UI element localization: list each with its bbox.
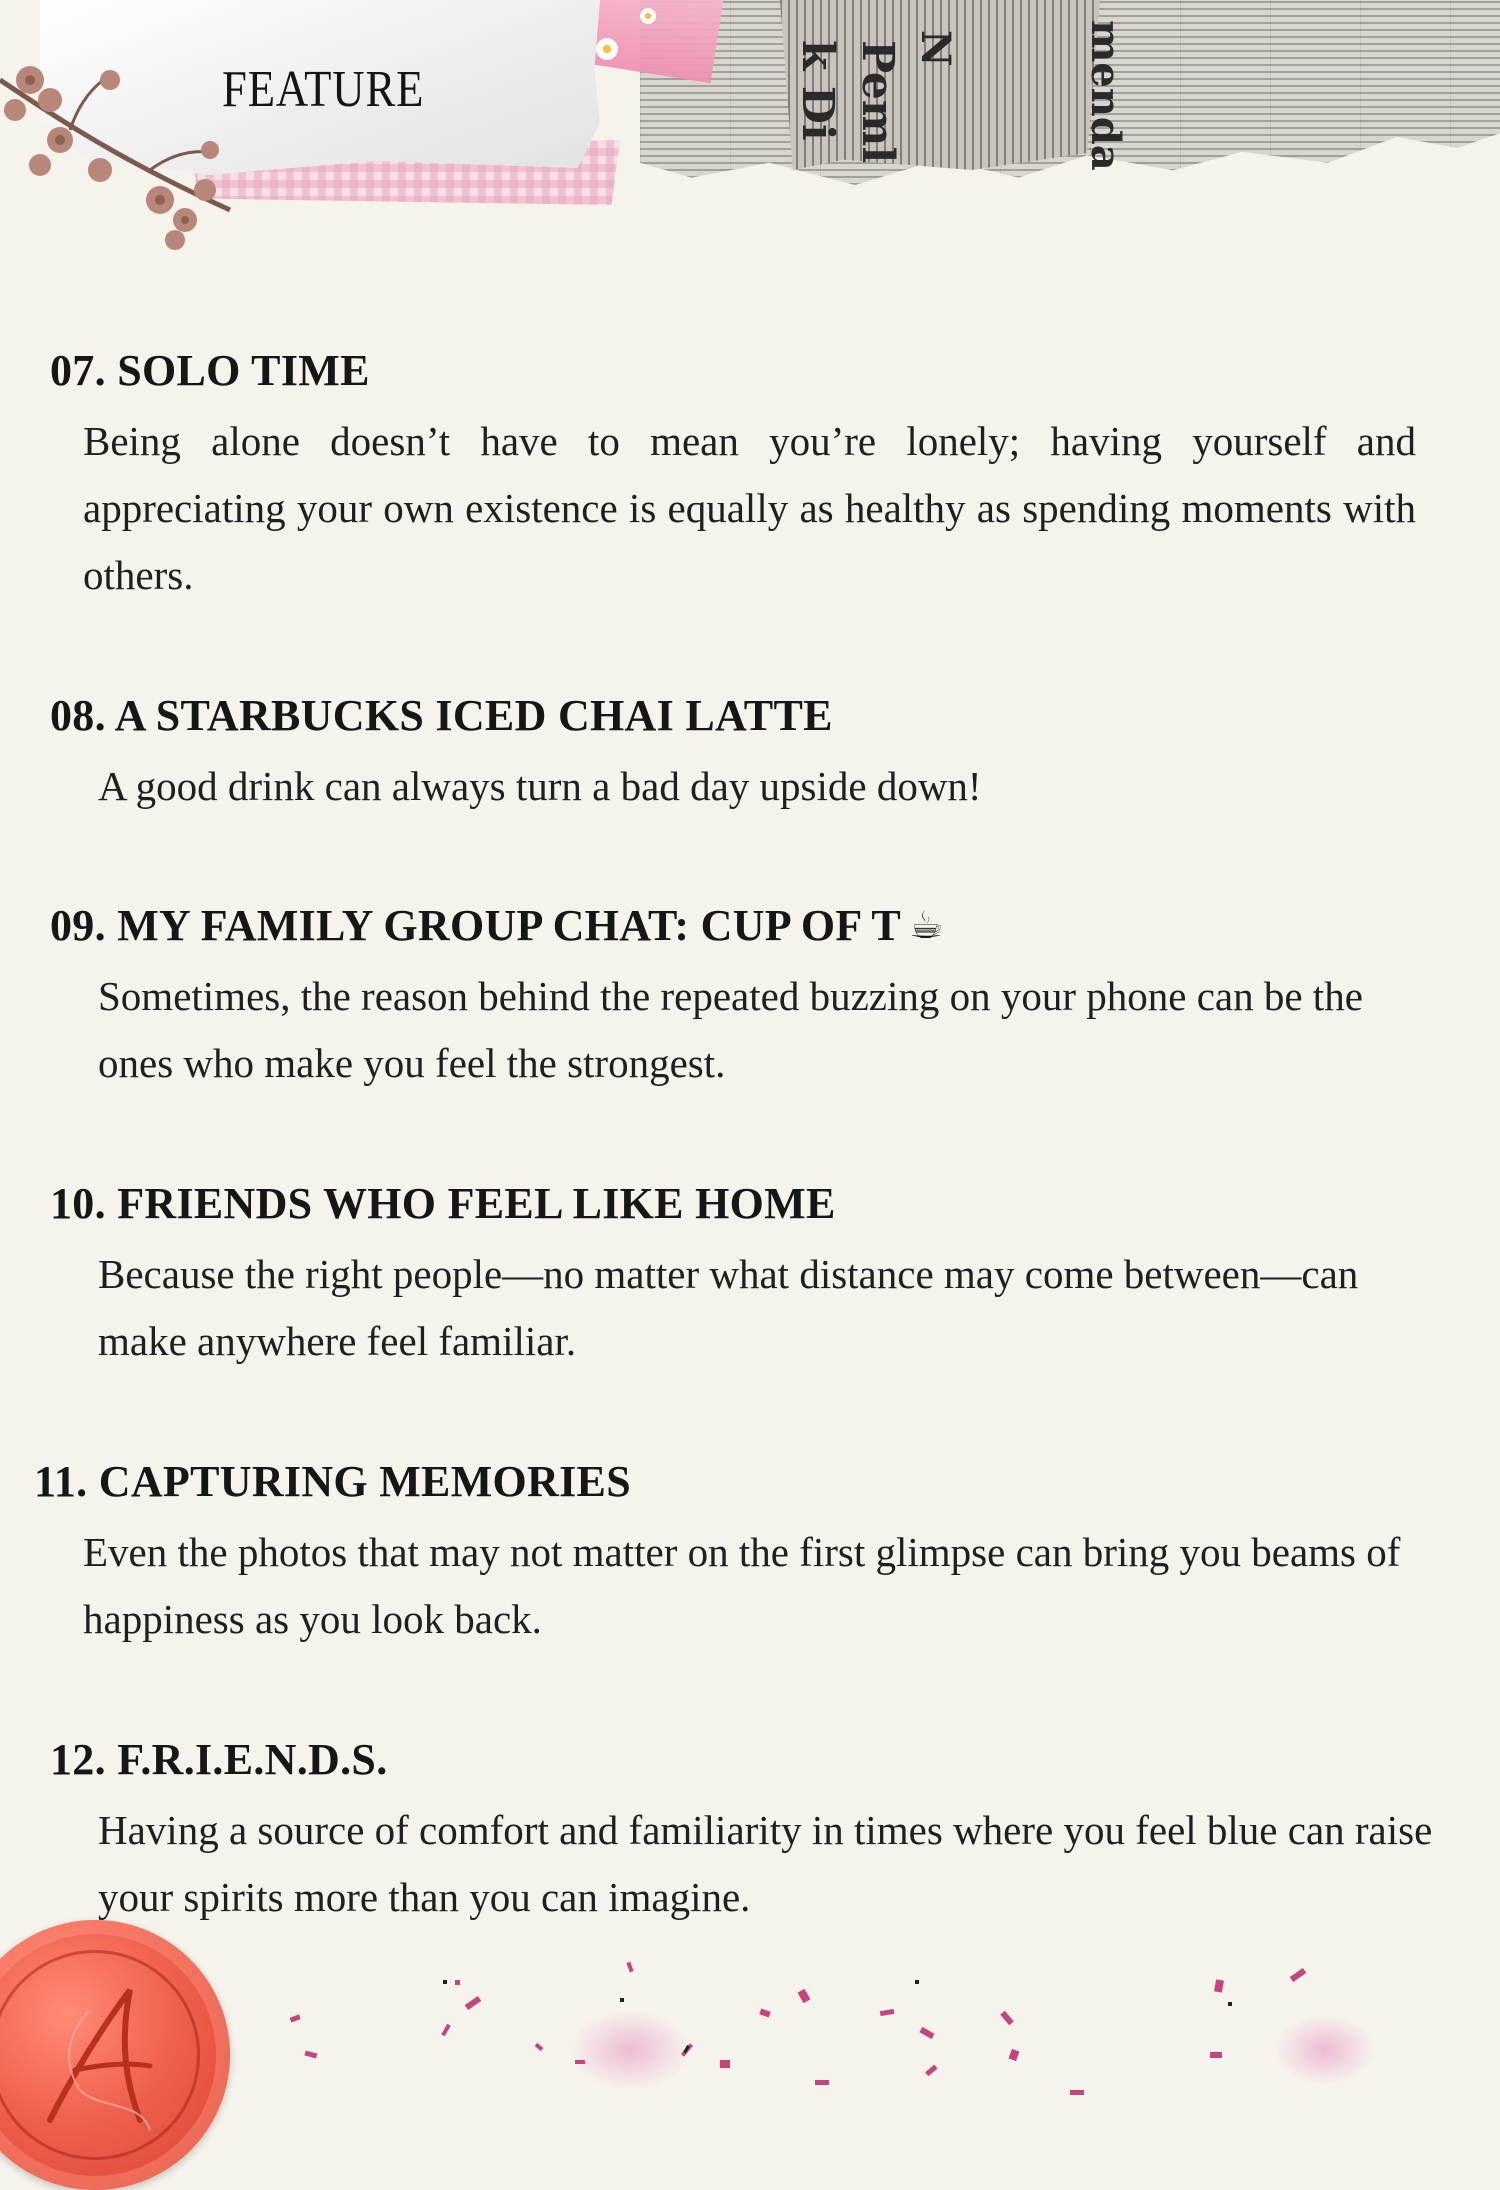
item-body: Sometimes, the reason behind the repeated buzzing on your phone can be the ones who make you feel the strongest.	[98, 973, 1363, 1086]
newspaper-fragment: k Di	[792, 40, 843, 141]
newspaper-fragment: menda	[1082, 20, 1129, 171]
item-title: 08. A STARBUCKS ICED CHAI LATTE	[50, 691, 833, 740]
item-body: Being alone doesn’t have to mean you’re lonely; having yourself and appreciating your own existence is equally as healthy as spending moments with others.	[83, 418, 1416, 598]
newspaper-fragment: N	[912, 30, 959, 67]
header-collage	[0, 0, 1500, 260]
item-body: Because the right people—no matter what distance may come between—can make anywhere feel familiar.	[98, 1251, 1359, 1364]
item-title: 07. SOLO TIME	[50, 346, 370, 395]
item-title: 12. F.R.I.E.N.D.S.	[50, 1735, 388, 1784]
item-title: 10. FRIENDS WHO FEEL LIKE HOME	[50, 1179, 836, 1228]
item-title	[50, 900, 943, 951]
item-title: 11. CAPTURING MEMORIES	[34, 1457, 631, 1506]
daisy-icon	[640, 8, 656, 24]
cherry-blossom-branch-icon	[0, 40, 240, 260]
daisy-icon	[596, 38, 618, 60]
hot-beverage-icon: ☕	[909, 903, 944, 947]
item-body: Even the photos that may not matter on the first glimpse can bring you beams of happiness as you look back.	[83, 1529, 1401, 1642]
newspaper-fragment: Peml	[852, 40, 903, 164]
section-label: FEATURE	[222, 61, 425, 118]
item-body: Having a source of comfort and familiarity in times where you feel blue can raise your spirits more than you can imagine.	[98, 1807, 1433, 1920]
item-title-text: 09. MY FAMILY GROUP CHAT: CUP OF T	[50, 901, 902, 950]
item-body: A good drink can always turn a bad day upside down!	[98, 763, 982, 809]
confetti-decoration	[0, 1950, 1500, 2100]
